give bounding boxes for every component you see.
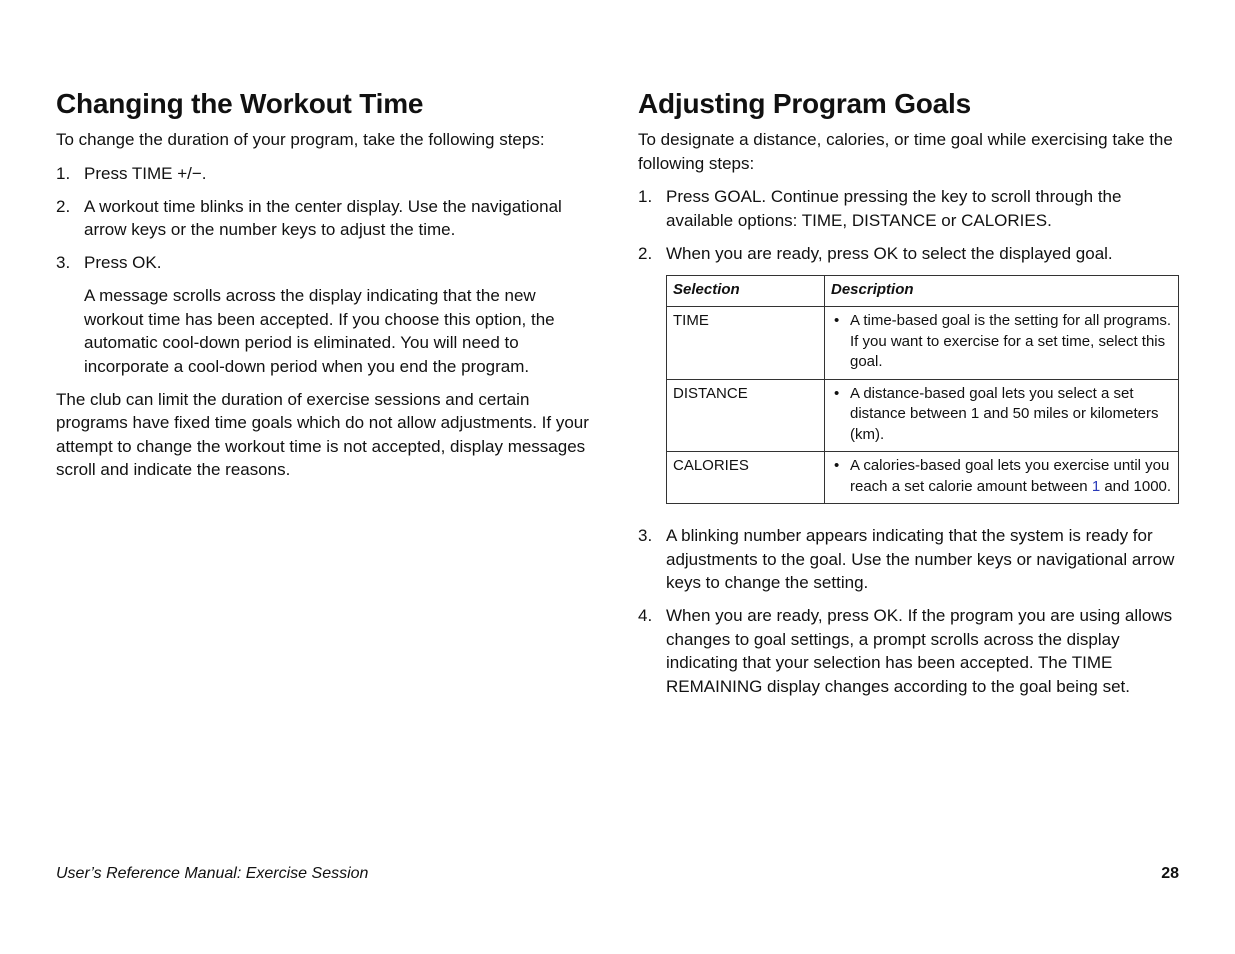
- step-text: Press OK.: [84, 253, 162, 272]
- bullet-glyph: •: [834, 457, 840, 474]
- section-title-program-goals: Adjusting Program Goals: [638, 88, 971, 119]
- step-text: When you are ready, press OK to select the displayed goal.: [666, 243, 1113, 263]
- step-text: When you are ready, press OK. If the program you are using allows changes to goal settings, a prompt scrolls across the display indicating that your selection has been accepted. The TIME REMAINING display changes according to the goal being set.: [666, 606, 1173, 696]
- column-header-selection: Selection: [667, 275, 825, 307]
- step-number: 3.: [56, 253, 71, 272]
- selection-cell: TIME: [667, 307, 825, 380]
- step3-note: A message scrolls across the display indicating that the new workout time has been accepted. If you choose this option, the automatic cool-down period is eliminated. You will need to incorporate a cool-down period when you end the program.: [84, 286, 555, 376]
- page-number: 28: [1161, 865, 1179, 882]
- bullet-item: [831, 456, 1172, 497]
- intro-paragraph: To designate a distance, calories, or time goal while exercising take the following steps:: [638, 130, 1173, 173]
- description-cell: [825, 307, 1179, 380]
- bullet-glyph: •: [834, 312, 840, 329]
- step-number: 4.: [638, 606, 653, 625]
- table-header-row: [667, 275, 1179, 307]
- step-number: 2.: [638, 243, 653, 263]
- description-text: A distance-based goal lets you select a set distance between 1 and 50 miles or kilometers (km).: [850, 384, 1159, 443]
- description-text: A calories-based goal lets you exercise until you reach a set calorie amount between: [850, 457, 1170, 495]
- cross-reference-link[interactable]: 1: [1091, 477, 1101, 495]
- selection-cell: DISTANCE: [667, 379, 825, 452]
- selection-cell: CALORIES: [667, 452, 825, 504]
- closing-paragraph: The club can limit the duration of exercise sessions and certain programs have fixed time goals which do not allow adjustments. If your attempt to change the workout time is not accepted, display messages scroll and indicate the reasons.: [56, 389, 589, 479]
- step-number: 1.: [638, 187, 653, 206]
- right-column: [638, 88, 1179, 708]
- step-text: Press TIME +/−.: [84, 163, 207, 183]
- description-cell: [825, 379, 1179, 452]
- bullet-glyph: •: [834, 384, 840, 402]
- list-item: [56, 195, 596, 242]
- step-number: 2.: [56, 196, 71, 216]
- intro-paragraph: To change the duration of your program, take the following steps:: [56, 130, 545, 149]
- list-item: [638, 524, 1179, 595]
- goals-table: [666, 275, 1179, 505]
- step-text: A workout time blinks in the center display. Use the navigational arrow keys or the number keys to adjust the time.: [84, 196, 562, 239]
- step-text: A blinking number appears indicating that the system is ready for adjustments to the goal. Use the number keys or navigational arrow keys to change the setting.: [666, 526, 1175, 592]
- workout-time-steps: [56, 162, 596, 275]
- bullet-item: [831, 384, 1172, 446]
- list-item: [56, 251, 596, 275]
- section-title-workout-time: Changing the Workout Time: [56, 88, 424, 119]
- description-text: A time-based goal is the setting for all programs. If you want to exercise for a set time, select this goal.: [850, 312, 1171, 370]
- list-item: [638, 242, 1179, 266]
- step-text: Press GOAL. Continue pressing the key to scroll through the available options: TIME, DISTANCE or CALORIES.: [666, 187, 1122, 230]
- list-item: [638, 604, 1179, 698]
- footer-title: User’s Reference Manual: Exercise Session: [56, 865, 369, 882]
- step-number: 1.: [56, 163, 71, 183]
- goal-steps-before: [638, 185, 1179, 265]
- goal-steps-after: [638, 524, 1179, 698]
- column-header-description: Description: [825, 275, 1179, 307]
- table-row: [667, 307, 1179, 380]
- description-cell: [825, 452, 1179, 504]
- list-item: [56, 162, 596, 186]
- description-text: and 1000.: [1100, 477, 1172, 495]
- bullet-item: [831, 311, 1172, 373]
- table-row: [667, 452, 1179, 504]
- step-number: 3.: [638, 526, 653, 545]
- left-column: [56, 88, 596, 482]
- table-row: [667, 379, 1179, 452]
- list-item: [638, 185, 1179, 232]
